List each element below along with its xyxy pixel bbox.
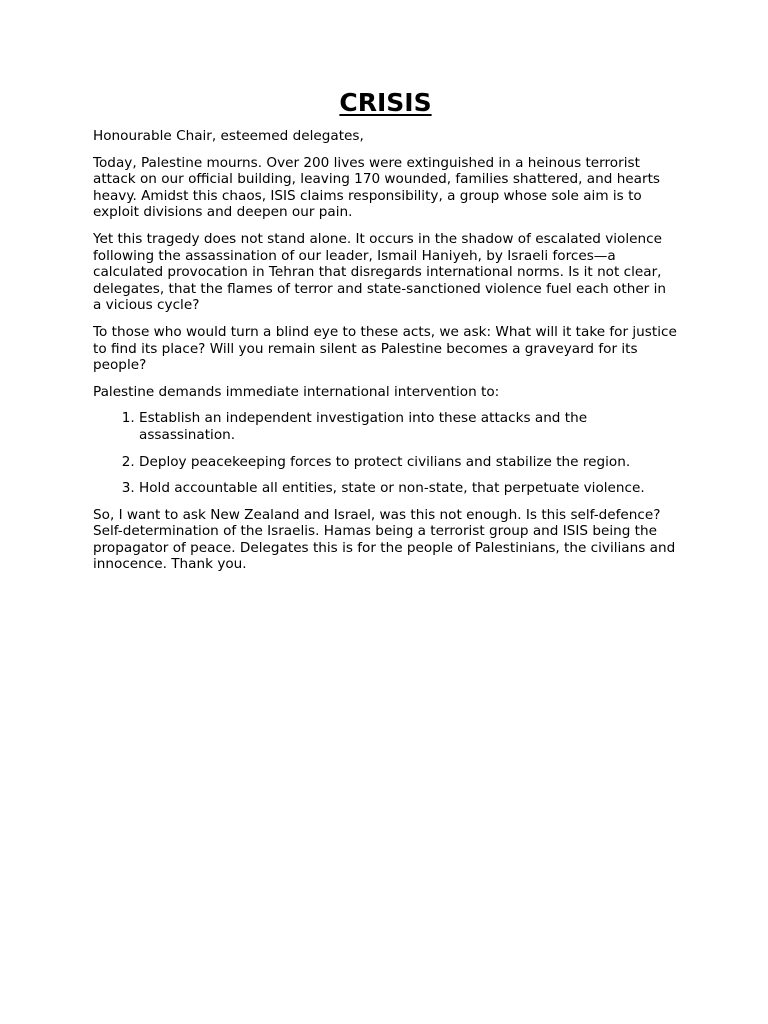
document-title: CRISIS xyxy=(339,88,432,117)
demand-item-accountability: 3. Hold accountable all entities, state or non-state, that perpetuate violence. xyxy=(139,480,678,497)
demand-item-investigation: 1. Establish an independent investigation into these attacks and the assassination. xyxy=(139,410,678,443)
paragraph-question: To those who would turn a blind eye to these acts, we ask: What will it take for justice to find its place? Will you remain silent as Palestine becomes a graveyard for its people? xyxy=(93,323,677,374)
greeting: Honourable Chair, esteemed delegates, xyxy=(93,128,364,144)
closing-paragraph: So, I want to ask New Zealand and Israel, was this not enough. Is this self-defence? Self-determination of the Israelis. Hamas being a terrorist group and ISIS being the propagator of peace. Delegates this is for the people of Palestinians, the civilians and innocence. Thank you. xyxy=(93,506,676,573)
demands-list xyxy=(93,410,678,496)
paragraph-mourning: Today, Palestine mourns. Over 200 lives were extinguished in a heinous terrorist attack on our official building, leaving 170 wounded, families shattered, and hearts heavy. Amidst this chaos, ISIS claims responsibility, a group whose sole aim is to exploit divisions and deepen our pain. xyxy=(93,154,661,221)
paragraph-context: Yet this tragedy does not stand alone. It occurs in the shadow of escalated violence following the assassination of our leader, Ismail Haniyeh, by Israeli forces—a calculated provocation in Tehran that disregards international norms. Is it not clear, delegates, that the flames of terror and state-sanctioned violence fuel each other in a vicious cycle? xyxy=(93,230,666,314)
demand-item-peacekeeping: 2. Deploy peacekeeping forces to protect civilians and stabilize the region. xyxy=(139,454,678,471)
document-page xyxy=(93,86,678,583)
paragraph-demands-intro: Palestine demands immediate international intervention to: xyxy=(93,383,500,400)
